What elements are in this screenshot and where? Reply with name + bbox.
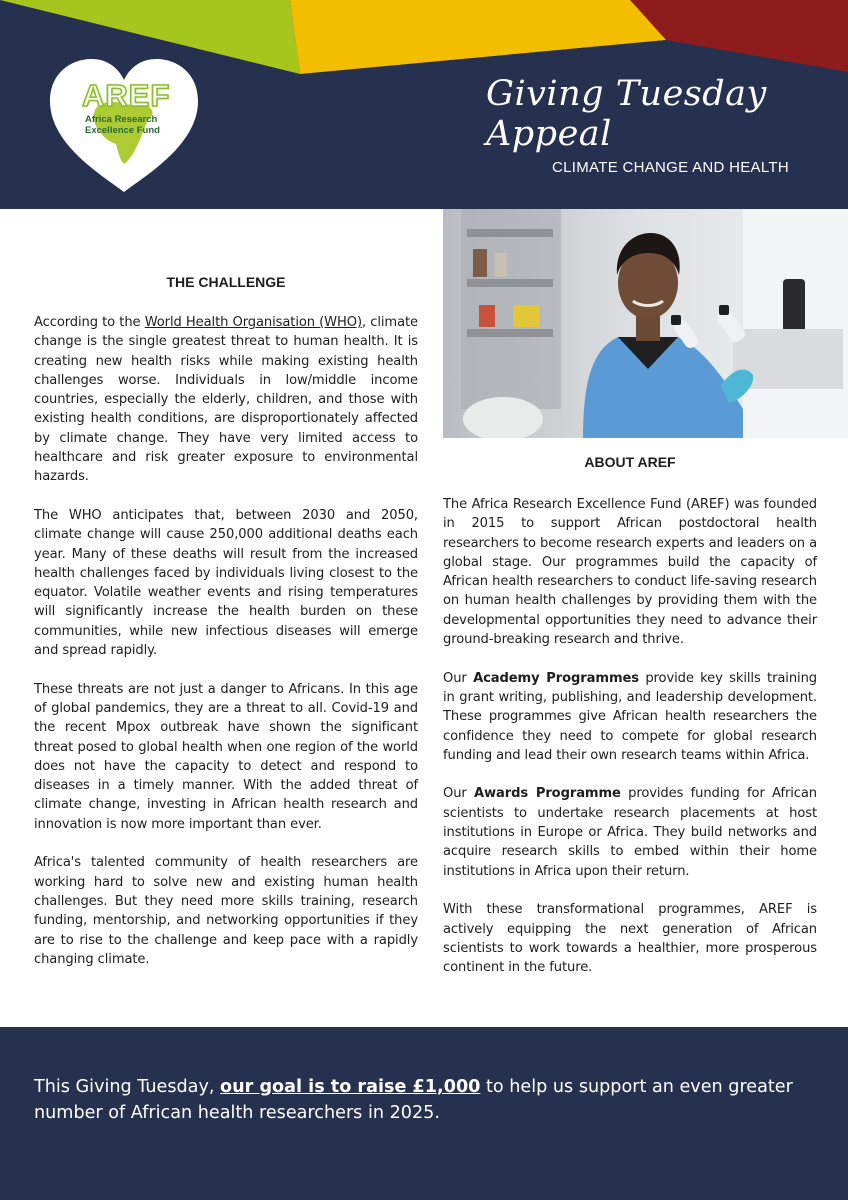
- about-title: ABOUT AREF: [584, 454, 676, 470]
- fundraising-goal: our goal is to raise £1,000: [220, 1077, 481, 1097]
- header-banner: [0, 0, 848, 209]
- footer-banner: [0, 1027, 848, 1200]
- challenge-paragraph-1: According to the World Health Organisation (WHO), climate change is the single greatest threat to human health. It is creating new health risks while making existing health challenges worse. Individuals in low/middle income countries, especially the elderly, children, and those with existing health conditions, are disproportionately affected by climate change. They have very limited access to healthcare and risk greater exposure to environmental hazards.: [34, 315, 418, 485]
- academy-programmes-label: Academy Programmes: [473, 670, 639, 686]
- researcher-photo: [443, 209, 848, 438]
- challenge-section: [34, 274, 418, 969]
- about-paragraph-4: With these transformational programmes, AREF is actively equipping the next generation of African scientists to work towards a healthier, more prosperous continent in the future.: [443, 902, 817, 976]
- challenge-paragraph-2: The WHO anticipates that, between 2030 and 2050, climate change will cause 250,000 additional deaths each year. Many of these deaths will result from the increased health challenges faced by individuals living closest to the equator. Volatile weather events and rising temperatures will significantly increase the health burden on these communities, while new infectious diseases will emerge and spread rapidly.: [34, 507, 418, 659]
- logo-wordmark: AREF: [82, 78, 171, 113]
- about-paragraph-2: Our Academy Programmes provide key skills training in grant writing, publishing, and leadership development. These programmes give African health researchers the confidence they need to compete for global research funding and lead their own research teams within Africa.: [443, 670, 817, 763]
- challenge-title: THE CHALLENGE: [166, 274, 286, 290]
- footer-goal-text: This Giving Tuesday, our goal is to raise £1,000 to help us support an even greater number of African health researchers in 2025.: [34, 1077, 793, 1123]
- awards-programme-label: Awards Programme: [474, 786, 621, 802]
- about-section: [443, 209, 817, 977]
- logo-fund-name: Africa Research Excellence Fund: [85, 114, 160, 136]
- about-paragraph-1: The Africa Research Excellence Fund (AREF) was founded in 2015 to support African postdoctoral health researchers to become research experts and leaders on a global stage. Our programmes build the capacity of African health researchers to conduct life-saving research on human health challenges by providing them with the developmental opportunities they need to advance their ground-breaking research and thrive.: [443, 497, 817, 648]
- challenge-paragraph-3: These threats are not just a danger to Africans. In this age of global pandemics, they are a threat to all. Covid-19 and the recent Mpox outbreak have shown the significant threat posed to global health when one region of the world does not have the capacity to detect and respond to diseases in a timely manner. With the added threat of climate change, investing in African health research and innovation is now more important than ever.: [34, 681, 418, 832]
- yellow-band: [290, 0, 700, 74]
- lab-scene-illustration: [443, 209, 848, 438]
- red-band: [630, 0, 848, 72]
- appeal-subtitle: CLIMATE CHANGE AND HEALTH: [552, 159, 789, 176]
- challenge-paragraph-4: Africa's talented community of health researchers are working hard to solve new and existing human health challenges. But they need more skills training, research funding, mentorship, and networking opportunities if they are to rise to the challenge and keep pace with a rapidly changing climate.: [34, 855, 418, 967]
- about-paragraph-3: Our Awards Programme provides funding for African scientists to undertake research placements at host institutions in Europe or Africa. They build networks and acquire research skills to embed within their home institutions in Africa upon their return.: [443, 786, 817, 879]
- who-link[interactable]: World Health Organisation (WHO): [144, 315, 362, 330]
- appeal-title: Giving Tuesday Appeal: [486, 74, 767, 154]
- aref-logo: [44, 56, 204, 196]
